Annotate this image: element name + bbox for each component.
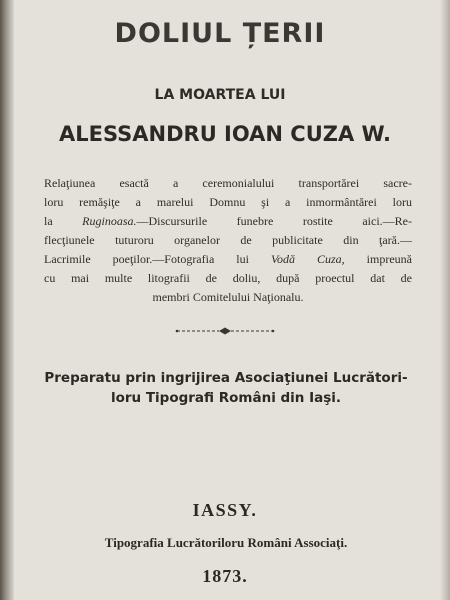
- prepared-line: Preparatu prin ingrijirea Asociaţiunei Lucrători-: [44, 370, 408, 386]
- description-line: la Ruginoasa.—Discursurile funebre rostite aici.—Re-: [44, 214, 412, 228]
- page-binding-edge: [0, 0, 14, 600]
- subject-name: ALESSANDRU IOAN CUZA W.: [58, 122, 391, 146]
- description-line: cu mai multe litografii de doliu, după proectul dat de: [44, 271, 412, 285]
- page-right-edge: [440, 0, 450, 600]
- description-line: loru remăşiţe a marelui Domnu şi a inmormântărei loru: [44, 195, 412, 209]
- divider-ornament: [175, 326, 275, 336]
- prepared-by-note: [40, 368, 412, 408]
- description-line: flecţiunele tuturoru organelor de publicitate din ţară.—: [44, 233, 412, 247]
- description-paragraph: [44, 174, 412, 307]
- prepared-line: loru Tipografi Români din Iaşi.: [110, 390, 342, 406]
- publication-year: 1873.: [202, 566, 248, 586]
- place-name: Ruginoasa.: [82, 214, 137, 228]
- book-title: DOLIUL ȚERII: [114, 18, 326, 49]
- person-name: Vodă Cuza,: [270, 252, 345, 266]
- description-line: membri Comitelului Naţionalu.: [152, 290, 304, 304]
- printer-name: Tipografia Lucrătoriloru Români Associaţi.: [104, 535, 348, 550]
- book-subtitle: LA MOARTEA LUI: [154, 87, 286, 103]
- description-line: Relaţiunea esactă a ceremonialului transportărei sacre-: [44, 176, 412, 190]
- description-line: Lacrimile poeţilor.—Fotografia lui Vodă Cuza, impreună: [44, 252, 412, 266]
- publication-city: IASSY.: [192, 500, 258, 520]
